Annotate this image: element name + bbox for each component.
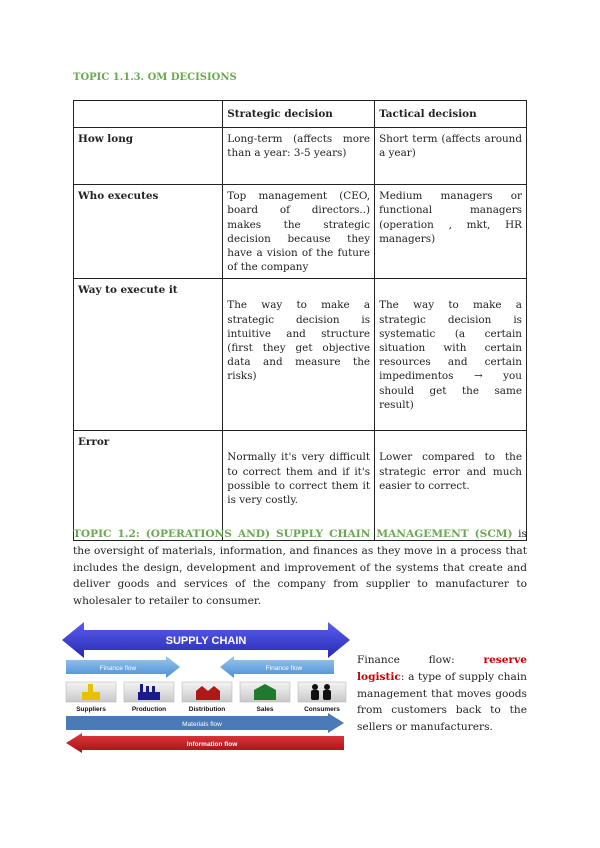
- table-row: [74, 279, 527, 431]
- finance-flow-body: : a type of supply chain management that moves goods from customers back to the sellers or manufacturers.: [357, 670, 527, 734]
- supply-chain-title: SUPPLY CHAIN: [165, 635, 247, 647]
- finance-flow-label-left: Finance flow: [99, 665, 137, 672]
- node-label-production: Production: [131, 706, 167, 713]
- table-row: [74, 128, 527, 185]
- topic-heading-om-decisions: TOPIC 1.1.3. OM DECISIONS: [73, 72, 237, 83]
- row-label-error: Error: [74, 431, 223, 541]
- scm-body: is the oversight of materials, information, and finances as they move in a process that includes the design, development and improvement of the systems that create and deliver goods and services of the company from supplier to manufacturer to wholesaler to retailer to consumer.: [73, 528, 527, 608]
- cell-tactical: Medium managers or functional managers (operation , mkt, HR managers): [375, 185, 527, 279]
- information-flow-label: Information flow: [186, 741, 238, 748]
- table-header-row: [74, 101, 527, 128]
- table-header-strategic: Strategic decision: [223, 101, 375, 128]
- row-label-way-to-execute: Way to execute it: [74, 279, 223, 431]
- supply-chain-figure: [62, 620, 350, 758]
- scm-heading: TOPIC 1.2: (OPERATIONS AND) SUPPLY CHAIN MANAGEMENT (SCM): [73, 528, 513, 540]
- table-header-tactical: Tactical decision: [375, 101, 527, 128]
- cell-strategic: Top management (CEO, board of directors..) makes the strategic decision because they have a vision of the future of the company: [223, 185, 375, 279]
- scm-paragraph: [73, 526, 527, 610]
- cell-tactical: Lower compared to the strategic error and much easier to correct.: [375, 431, 527, 541]
- table-row: [74, 431, 527, 541]
- finance-flow-prefix: Finance flow:: [357, 654, 484, 666]
- finance-flow-label-right: Finance flow: [265, 665, 303, 672]
- cell-tactical: Short term (affects around a year): [375, 128, 527, 185]
- decisions-table: [73, 100, 527, 541]
- cell-strategic: The way to make a strategic decision is intuitive and structure (first they get objective data and measure the risks): [223, 279, 375, 431]
- table-row: [74, 185, 527, 279]
- reserve-logistic-term: reserve logistic: [357, 654, 527, 683]
- finance-flow-note: [357, 652, 527, 736]
- row-label-who-executes: Who executes: [74, 185, 223, 279]
- node-label-sales: Sales: [256, 706, 274, 713]
- cell-strategic: Long-term (affects more than a year: 3-5 years): [223, 128, 375, 185]
- node-label-consumers: Consumers: [304, 706, 340, 713]
- row-label-how-long: How long: [74, 128, 223, 185]
- cell-tactical: The way to make a strategic decision is systematic (a certain situation with certain resources and certain impedimentos → you should get the same result): [375, 279, 527, 431]
- cell-strategic: Normally it's very difficult to correct them and if it's possible to correct them it is very costly.: [223, 431, 375, 541]
- table-header-empty: [74, 101, 223, 128]
- materials-flow-label: Materials flow: [182, 721, 222, 728]
- node-label-distribution: Distribution: [188, 706, 226, 713]
- node-label-suppliers: Suppliers: [76, 706, 106, 713]
